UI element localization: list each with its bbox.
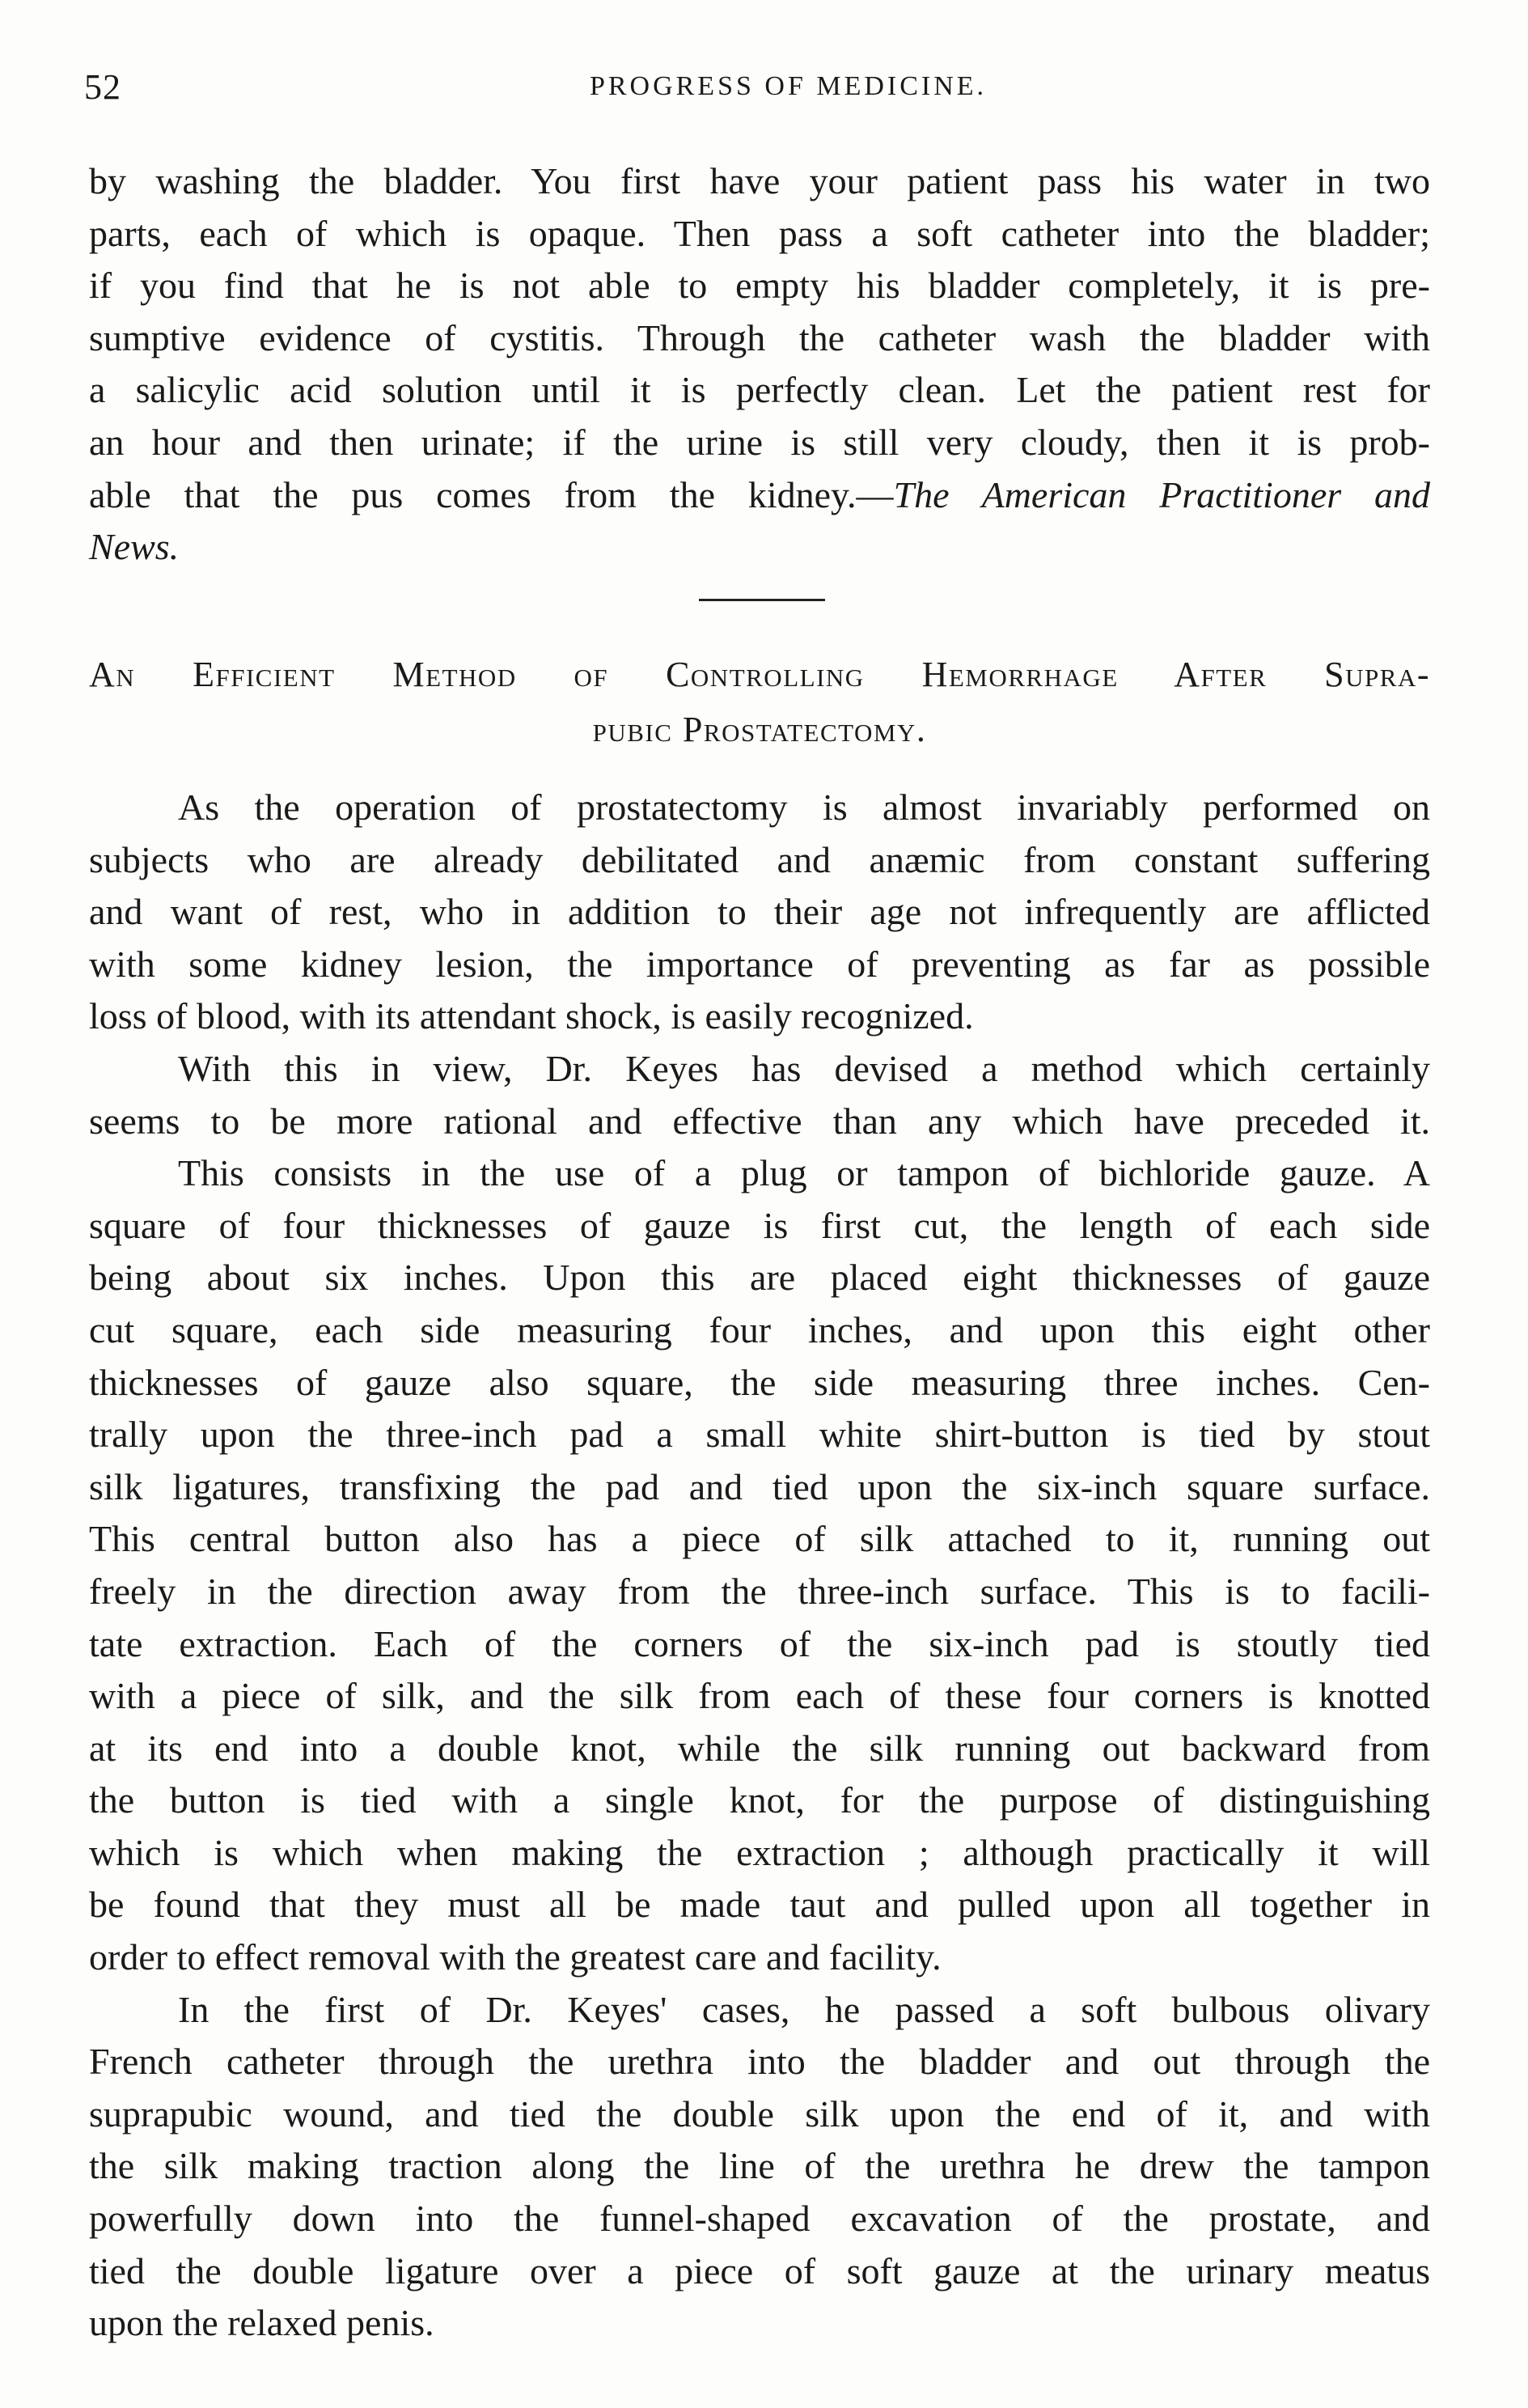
text-line: With this in view, Dr. Keyes has devised a method which certainly xyxy=(178,1047,1430,1089)
text-line: suprapubic wound, and tied the double silk upon the end of it, and with xyxy=(89,2092,1430,2135)
text-line: with a piece of silk, and the silk from each of these four corners is knotted xyxy=(89,1675,1430,1717)
text-line: if you find that he is not able to empty his bladder completely, it is pre- xyxy=(89,265,1430,307)
text-line: subjects who are already debilitated and anæmic from constant suffering xyxy=(89,838,1430,880)
section-heading xyxy=(89,647,1430,757)
text-line: thicknesses of gauze also square, the side measuring three inches. Cen- xyxy=(89,1361,1430,1403)
text-line: In the first of Dr. Keyes' cases, he passed a soft bulbous olivary xyxy=(178,1988,1430,2030)
text-line: by washing the bladder. You first have your patient pass his water in two xyxy=(89,160,1430,201)
text-line: This central button also has a piece of silk attached to it, running out xyxy=(89,1518,1430,1560)
heading-line: pubic Prostatectomy. xyxy=(592,710,927,749)
text-line: at its end into a double knot, while the silk running out backward from xyxy=(89,1727,1430,1769)
text-line: which is which when making the extraction ; although practically it will xyxy=(89,1831,1430,1873)
text-line: and want of rest, who in addition to their age not infrequently are afflicted xyxy=(89,891,1430,933)
text-line: cut square, each side measuring four inches, and upon this eight other xyxy=(89,1308,1430,1350)
text-line: trally upon the three-inch pad a small white shirt-button is tied by stout xyxy=(89,1414,1430,1456)
article-body xyxy=(89,782,1430,2350)
text-line: being about six inches. Upon this are placed eight thicknesses of gauze xyxy=(89,1257,1430,1299)
heading-line: An Efficient Method of Controlling Hemorrhage After Supra- xyxy=(89,655,1430,694)
text-line: order to effect removal with the greatest care and facility. xyxy=(89,1936,942,1978)
page-number: 52 xyxy=(84,67,121,107)
citation-source: The American Practitioner and xyxy=(893,473,1431,515)
text-line: upon the relaxed penis. xyxy=(89,2302,434,2344)
text-line: able that the pus comes from the kidney.— xyxy=(89,473,894,515)
text-line: a salicylic acid solution until it is perfectly clean. Let the patient rest for xyxy=(89,369,1430,411)
text-line: sumptive evidence of cystitis. Through the catheter wash the bladder with xyxy=(89,316,1430,358)
text-line: powerfully down into the funnel-shaped excavation of the prostate, and xyxy=(89,2198,1430,2240)
text-line: tate extraction. Each of the corners of the six-inch pad is stoutly tied xyxy=(89,1622,1430,1664)
text-line: freely in the direction away from the three-inch surface. This is to facili- xyxy=(89,1570,1430,1612)
text-line: the button is tied with a single knot, for the purpose of distinguishing xyxy=(89,1779,1430,1821)
text-line: the silk making traction along the line of the urethra he drew the tampon xyxy=(89,2145,1430,2187)
continued-paragraph xyxy=(89,155,1430,574)
text-line: loss of blood, with its attendant shock, is easily recognized. xyxy=(89,995,974,1037)
section-divider xyxy=(699,599,825,601)
citation-line xyxy=(89,469,1430,522)
text-line: tied the double ligature over a piece of soft gauze at the urinary meatus xyxy=(89,2249,1430,2291)
text-line: parts, each of which is opaque. Then pass a soft catheter into the bladder; xyxy=(89,212,1430,254)
text-line: French catheter through the urethra into the bladder and out through the xyxy=(89,2041,1430,2083)
text-line: an hour and then urinate; if the urine is still very cloudy, then it is prob- xyxy=(89,421,1430,463)
text-line: square of four thicknesses of gauze is first cut, the length of each side xyxy=(89,1204,1430,1246)
text-line: seems to be more rational and effective than any which have preceded it. xyxy=(89,1100,1430,1142)
text-line: silk ligatures, transfixing the pad and tied upon the six-inch square surface. xyxy=(89,1465,1430,1507)
text-line: be found that they must all be made taut and pulled upon all together in xyxy=(89,1884,1430,1926)
text-line: This consists in the use of a plug or tampon of bichloride gauze. A xyxy=(178,1152,1430,1194)
citation-source-end: News. xyxy=(89,526,180,568)
text-line: with some kidney lesion, the importance of preventing as far as possible xyxy=(89,943,1430,985)
text-line: As the operation of prostatectomy is almost invariably performed on xyxy=(178,786,1430,828)
running-head: PROGRESS OF MEDICINE. xyxy=(589,71,988,101)
